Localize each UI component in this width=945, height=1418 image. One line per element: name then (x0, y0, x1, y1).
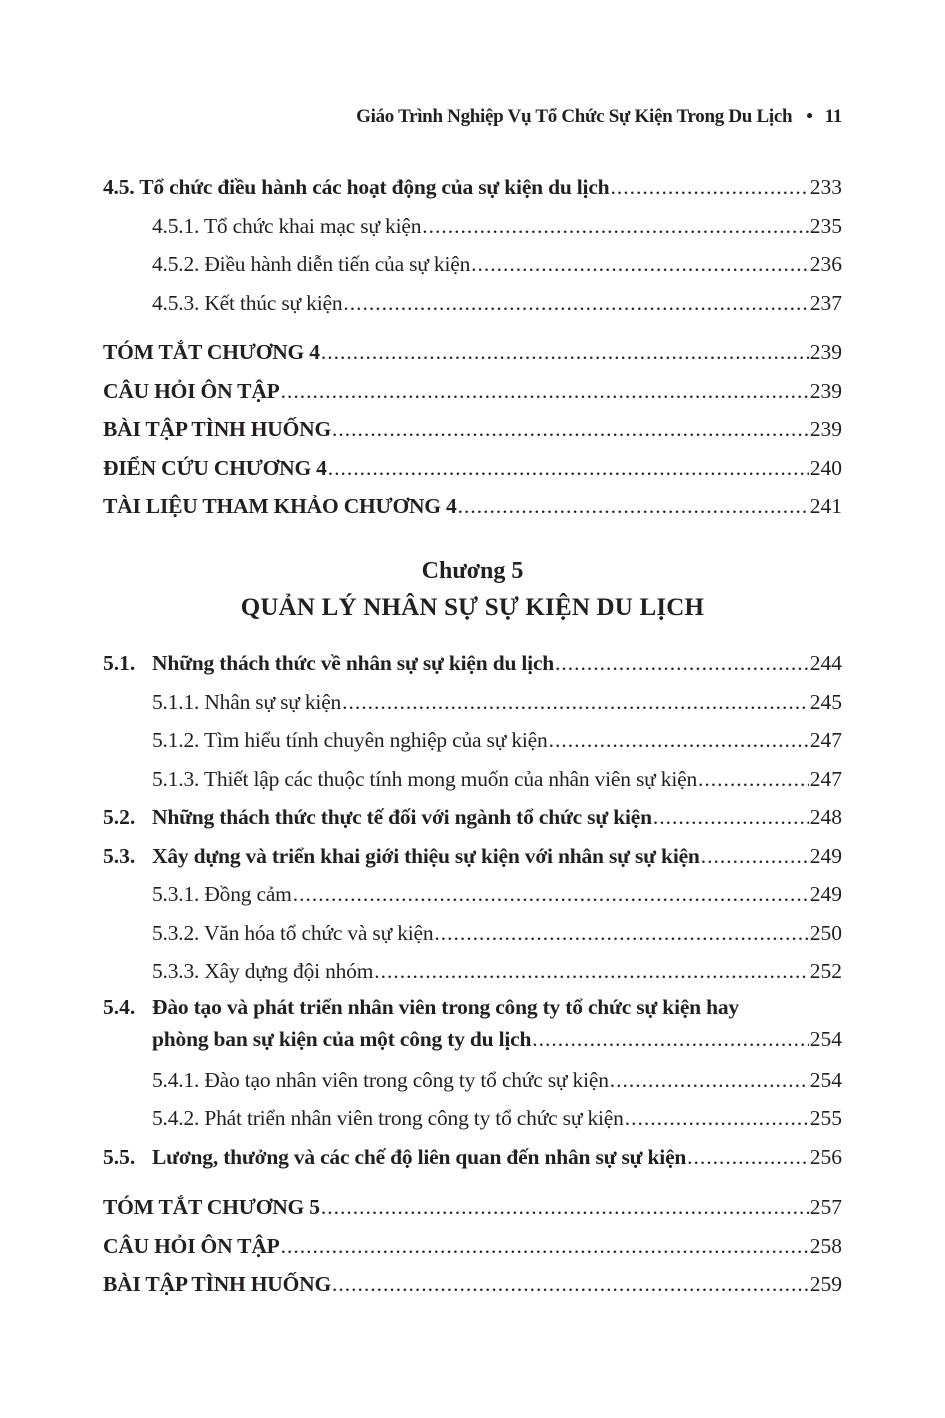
dot-leader (281, 372, 809, 411)
entry-page: 237 (809, 290, 842, 315)
toc-entry[interactable] (103, 914, 842, 953)
entry-number: 5.5. (103, 1144, 136, 1169)
toc-entry[interactable] (103, 449, 842, 488)
entry-page: 239 (809, 340, 842, 364)
entry-title: 4.5.1. Tổ chức khai mạc sự kiện (152, 213, 422, 238)
entry-title: 5.1.3. Thiết lập các thuộc tính mong muốn của nhân viên sự kiện (152, 766, 697, 791)
toc-entry[interactable] (103, 721, 842, 760)
entry-page: 245 (809, 689, 842, 714)
toc-group-chapter5-sections (103, 644, 842, 1176)
entry-page: 256 (809, 1144, 842, 1169)
chapter-number: Chương 5 (421, 558, 524, 584)
entry-page: 249 (809, 843, 842, 868)
toc-entry[interactable] (103, 1265, 842, 1304)
separator-bullet: • (806, 106, 813, 127)
entry-page: 248 (809, 805, 842, 829)
entry-title: 5.4.2. Phát triển nhân viên trong công ty tổ chức sự kiện (152, 1106, 624, 1130)
dot-leader (328, 449, 809, 488)
entry-title: Xây dựng và triển khai giới thiệu sự kiện với nhân sự sự kiện (152, 843, 700, 868)
dot-leader (332, 410, 809, 449)
entry-page: 241 (809, 494, 842, 518)
toc-entry[interactable] (103, 952, 842, 991)
entry-page: 255 (809, 1106, 842, 1130)
toc-entry[interactable] (103, 798, 842, 837)
entry-page: 240 (809, 455, 842, 480)
toc-group-chapter4-appendix (103, 333, 842, 526)
dot-leader (342, 683, 809, 722)
dot-leader (625, 1099, 809, 1138)
entry-title: 5.3.2. Văn hóa tổ chức và sự kiện (152, 920, 434, 945)
toc-entry[interactable] (103, 683, 842, 722)
entry-title: 4.5. Tổ chức điều hành các hoạt động của sự kiện du lịch (103, 175, 610, 199)
entry-title: Những thách thức thực tế đối với ngành tổ chức sự kiện (152, 805, 652, 829)
entry-title: 4.5.3. Kết thúc sự kiện (152, 290, 343, 315)
entry-page: 250 (809, 920, 842, 945)
entry-page: 247 (809, 766, 842, 791)
entry-page: 235 (809, 213, 842, 238)
entry-page: 258 (809, 1233, 842, 1258)
entry-page: 249 (809, 882, 842, 906)
entry-page: 239 (809, 417, 842, 441)
entry-page: 254 (809, 1026, 842, 1051)
dot-leader (471, 245, 809, 284)
entry-number: 5.4. (103, 994, 136, 1019)
toc-entry[interactable] (103, 1138, 842, 1177)
toc-entry[interactable] (103, 875, 842, 914)
toc-entry[interactable] (103, 1099, 842, 1138)
toc-entry[interactable] (103, 333, 842, 372)
entry-title: Lương, thưởng và các chế độ liên quan đến nhân sự sự kiện (152, 1144, 687, 1169)
dot-leader (332, 1265, 809, 1304)
dot-leader (293, 875, 809, 914)
toc-entry[interactable] (103, 245, 842, 284)
toc-group-chapter4-end (103, 168, 842, 322)
dot-leader (555, 644, 809, 683)
toc-entry[interactable] (103, 1227, 842, 1266)
entry-title: 5.1.1. Nhân sự sự kiện (152, 689, 342, 714)
entry-title: 5.3.1. Đồng cảm (152, 882, 292, 906)
toc-entry[interactable] (103, 837, 842, 876)
entry-page: 257 (809, 1195, 842, 1219)
entry-title: TÀI LIỆU THAM KHẢO CHƯƠNG 4 (103, 494, 457, 518)
dot-leader (321, 333, 809, 372)
entry-title: 5.1.2. Tìm hiểu tính chuyên nghiệp của sự kiện (152, 728, 548, 752)
dot-leader (343, 284, 808, 323)
dot-leader (610, 168, 808, 207)
entry-page: 252 (809, 959, 842, 983)
page-number: 11 (824, 106, 842, 127)
toc-entry[interactable] (103, 760, 842, 799)
entry-title: Những thách thức về nhân sự sự kiện du lịch (152, 651, 555, 675)
dot-leader (687, 1138, 809, 1177)
entry-page: 244 (809, 651, 842, 675)
entry-title: 5.3.3. Xây dựng đội nhóm (152, 959, 374, 983)
dot-leader (549, 721, 809, 760)
dot-leader (610, 1061, 809, 1100)
entry-title: CÂU HỎI ÔN TẬP (103, 378, 280, 403)
entry-number: 5.3. (103, 843, 136, 868)
entry-title: ĐIỂN CỨU CHƯƠNG 4 (103, 455, 327, 480)
toc-entry[interactable] (103, 487, 842, 526)
toc-group-chapter5-appendix (103, 1188, 842, 1304)
toc-entry[interactable] (103, 1188, 842, 1227)
entry-page: 254 (809, 1067, 842, 1092)
entry-title: CÂU HỎI ÔN TẬP (103, 1233, 280, 1258)
entry-title: 4.5.2. Điều hành diễn tiến của sự kiện (152, 252, 471, 276)
entry-title: 5.4.1. Đào tạo nhân viên trong công ty tổ chức sự kiện (152, 1067, 609, 1092)
toc-entry[interactable] (103, 372, 842, 411)
chapter-title: QUẢN LÝ NHÂN SỰ SỰ KIỆN DU LỊCH (240, 594, 705, 621)
toc-entry-continued[interactable] (103, 1023, 842, 1061)
dot-leader (281, 1227, 809, 1266)
toc-entry[interactable] (103, 644, 842, 683)
toc-entry[interactable] (103, 207, 842, 246)
toc-entry[interactable] (103, 168, 842, 207)
entry-page: 247 (809, 728, 842, 752)
entry-title: Đào tạo và phát triển nhân viên trong công ty tổ chức sự kiện hay (152, 994, 739, 1019)
entry-title-continued: phòng ban sự kiện của một công ty du lịch (152, 1026, 532, 1051)
dot-leader (532, 1023, 808, 1055)
toc-entry[interactable] (103, 991, 842, 1023)
toc-entry[interactable] (103, 1061, 842, 1100)
entry-title: BÀI TẬP TÌNH HUỐNG (103, 417, 331, 441)
entry-page: 233 (809, 175, 842, 199)
entry-page: 259 (809, 1272, 842, 1296)
dot-leader (458, 487, 809, 526)
book-title: Giáo Trình Nghiệp Vụ Tổ Chức Sự Kiện Trong Du Lịch (356, 106, 793, 127)
entry-number: 5.2. (103, 805, 136, 829)
entry-page: 236 (809, 252, 842, 276)
running-header (356, 106, 842, 128)
dot-leader (698, 760, 809, 799)
dot-leader (701, 837, 809, 876)
entry-number: 5.1. (103, 651, 136, 675)
entry-title: BÀI TẬP TÌNH HUỐNG (103, 1272, 331, 1296)
entry-title: TÓM TẮT CHƯƠNG 4 (103, 340, 320, 364)
entry-page: 239 (809, 378, 842, 403)
entry-title: TÓM TẮT CHƯƠNG 5 (103, 1195, 320, 1219)
dot-leader (653, 798, 809, 837)
toc-entry[interactable] (103, 410, 842, 449)
toc-entry[interactable] (103, 284, 842, 323)
dot-leader (321, 1188, 809, 1227)
dot-leader (434, 914, 808, 953)
dot-leader (422, 207, 808, 246)
dot-leader (374, 952, 809, 991)
